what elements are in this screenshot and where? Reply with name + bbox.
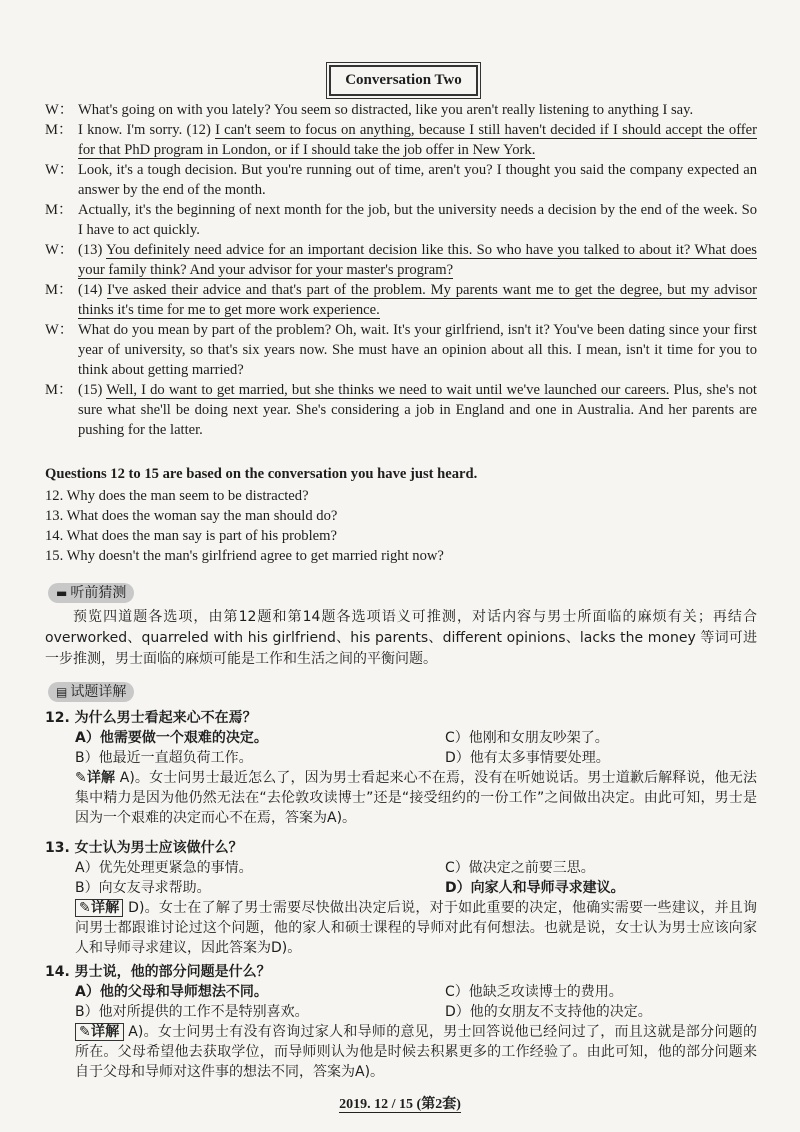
turn-text-underlined: I can't seem to focus on anything, because I still haven't decided if I should accept the offer for that PhD program in London, or if I should take the job offer in New York. [78,122,757,158]
explanation [75,768,757,828]
conversation-title: Conversation Two [329,65,478,96]
turn-text [78,100,757,120]
turn-text-plain: (15) [78,382,107,398]
explanation [75,1022,757,1082]
explanation-text: A)。女士问男士有没有咨询过家人和导师的意见，男士回答说他已经问过了，而且这就是部分问题的所在。父母希望他去获取学位，而导师则认为他是时候去积累更多的工作经验了。由此可知，他的部分问题来自于父母和导师对这件事的想法不同，答案为A)。 [75,1024,757,1080]
turn-text [78,380,757,440]
option-grid [75,982,757,1022]
folder-icon: ▬ [56,586,68,600]
question-item-14 [45,962,757,1082]
explanation-text: A)。女士问男士最近怎么了，因为男士看起来心不在焉，没有在听她说话。男士道歉后解释说，他无法集中精力是因为他仍然无法在“去伦敦攻读博士”还是“接受纽约的一份工作”之间做出决定。由此可知，男士是因为一个艰难的决定而心不在焉，答案为A)。 [75,770,757,826]
answer-option: D）他的女朋友不支持他的决定。 [445,1004,652,1020]
dialogue-turn [45,200,757,240]
prelisten-paragraph: 预览四道题各选项，由第12题和第14题各选项语义可推测，对话内容与男士所面临的麻烦有关；再结合 overworked、quarreled with his girlfriend、his parents、different opinions、lacks the money 等词可进一步推测，男士面临的麻烦可能是工作和生活之间的平衡问题。 [45,609,757,667]
turn-text [78,280,757,320]
answer-option: C）他刚和女朋友吵架了。 [445,730,609,746]
answer-option: B）向女友寻求帮助。 [75,880,211,896]
answer-option: B）他对所提供的工作不是特别喜欢。 [75,1004,309,1020]
dialogue-turn [45,160,757,200]
answer-option: C）他缺乏攻读博士的费用。 [445,984,623,1000]
section-tag-explanation: ▤ 试题详解 [48,682,134,702]
answer-option: A）他需要做一个艰难的决定。 [75,730,268,746]
answer-option: B）他最近一直超负荷工作。 [75,750,253,766]
questions-header: Questions 12 to 15 are based on the conversation you have just heard. [45,466,478,482]
turn-text-plain: (13) [78,242,107,258]
speaker-label: M： [45,282,73,298]
question-line: 13. What does the woman say the man should do? [45,508,338,524]
turn-text-plain: What do you mean by part of the problem? Oh, wait. It's your girlfriend, isn't it? You've been dating since your first year of university, so that's six years now. She must have an opinion about all this. I mean, isn't it time for you to think about getting married? [78,322,757,378]
turn-text-plain: What's going on with you lately? You seem so distracted, like you aren't really listening to anything I say. [78,102,694,118]
turn-text-plain: Look, it's a tough decision. But you're running out of time, aren't you? I thought you said the company expected an answer by the end of the month. [78,162,757,198]
option-grid [75,728,757,768]
section-tag-prelisten: ▬ 听前猜测 [48,583,134,603]
turn-text-plain: Plus, she's not sure what she'll be doing next year. She's considering a job in England and one in Australia. And her parents are pushing for the latter. [78,382,757,438]
question-title: 13. 女士认为男士应该做什么？ [45,840,243,856]
answer-option: D）他有太多事情要处理。 [445,750,610,766]
dialogue-turn [45,320,757,380]
page-footer: 2019. 12 / 15 (第2套) [339,1097,461,1112]
speaker-label: W： [45,322,74,338]
speaker-label: M： [45,202,73,218]
turn-text-underlined: You definitely need advice for an important decision like this. So who have you talked to about it? What does your family think? And your advisor for your master's program? [78,242,757,278]
speaker-label: M： [45,122,73,138]
notebook-icon: ▤ [56,685,68,699]
question-list [45,486,444,566]
explanation-text: D)。女士在了解了男士需要尽快做出决定后说，对于如此重要的决定，他确实需要一些建议，并且询问男士都跟谁讨论过这个问题，他的家人和硕士课程的导师对此有何想法。也就是说，女士认为男士应该向家人和导师寻求建议，因此答案为D)。 [75,900,757,956]
speaker-label: W： [45,242,74,258]
explanation-label: ✎详解 [75,899,123,917]
turn-text-plain: I know. I'm sorry. (12) [78,122,216,138]
question-title: 14. 男士说，他的部分问题是什么？ [45,964,271,980]
dialogue-turn [45,120,757,160]
question-item-12 [45,708,757,828]
speaker-label: W： [45,102,74,118]
speaker-label: M： [45,382,73,398]
dialogue-turn [45,240,757,280]
explanation-label: ✎详解 [75,1023,124,1041]
dialogue-turn [45,100,757,120]
explanation [75,898,757,958]
question-line: 12. Why does the man seem to be distracted? [45,488,309,504]
turn-text [78,200,757,240]
turn-text [78,240,757,280]
dialogue-turn [45,280,757,320]
question-item-13 [45,838,757,958]
turn-text [78,120,757,160]
question-line: 14. What does the man say is part of his problem? [45,528,337,544]
speaker-label: W： [45,162,74,178]
answer-option: C）做决定之前要三思。 [445,860,595,876]
dialogue-transcript [45,100,757,440]
turn-text-plain: Actually, it's the beginning of next month for the job, but the university needs a decision by the end of the week. So I have to act quickly. [78,202,757,238]
turn-text-underlined: I've asked their advice and that's part of the problem. My parents want me to get the degree, but my advisor thinks it's time for me to get more work experience. [78,282,758,318]
answer-option: D）向家人和导师寻求建议。 [445,880,625,896]
turn-text [78,160,757,200]
answer-option: A）他的父母和导师想法不同。 [75,984,268,1000]
question-title: 12. 为什么男士看起来心不在焉？ [45,710,257,726]
dialogue-turn [45,380,757,440]
answer-option: A）优先处理更紧急的事情。 [75,860,253,876]
turn-text-underlined: Well, I do want to get married, but she thinks we need to wait until we've launched our careers. [106,382,670,398]
option-grid [75,858,757,898]
turn-text-plain: (14) [78,282,108,298]
turn-text [78,320,757,380]
explanation-label: ✎详解 [75,770,116,786]
question-line: 15. Why doesn't the man's girlfriend agree to get married right now? [45,548,444,564]
